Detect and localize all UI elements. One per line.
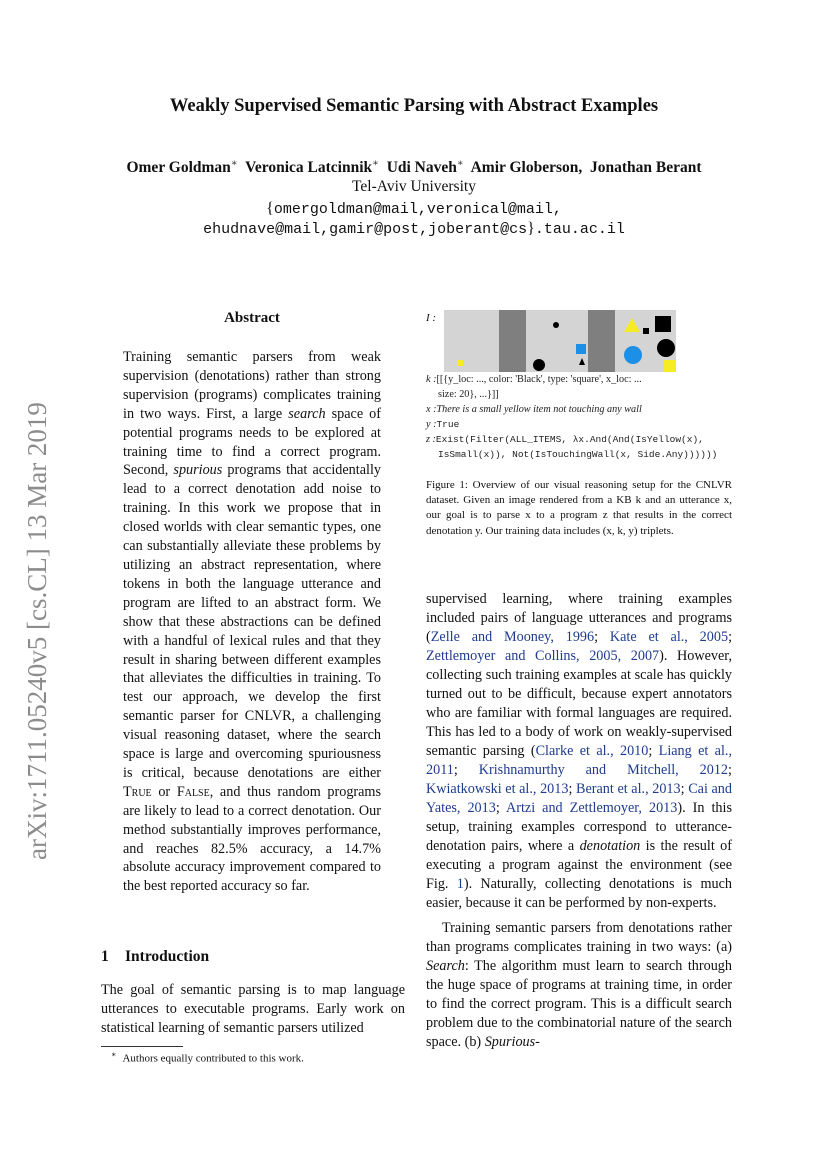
abstract-text: or <box>151 783 177 800</box>
black-square-large <box>655 316 671 332</box>
email-suffix: .tau.ac.il <box>534 221 625 238</box>
smallcaps-false: False <box>176 783 210 800</box>
author-name: Veronica Latcinnik <box>245 159 373 177</box>
smallcaps-true: True <box>123 783 152 800</box>
footnote-mark: ∗ <box>111 1050 117 1059</box>
email-line-1: omergoldman@mail,veronical@mail, <box>273 201 562 218</box>
blue-circle <box>624 346 642 364</box>
gray-bar-2 <box>588 310 615 372</box>
email-line-2: ehudnave@mail,gamir@post,joberant@cs <box>203 221 528 238</box>
kb-text: [[{y_loc: ..., color: 'Black', type: 'square', x_loc: ... <box>436 374 642 385</box>
body-text: : The algorithm must learn to search through the huge space of programs at training time, in order to find the correct program. This is a difficult search problem due to the combinatorial nature of the search space. (b) <box>426 958 732 1050</box>
citation-link[interactable]: Cai and Yates, 2013 <box>426 781 732 816</box>
citation-link[interactable]: Clarke et al., 2010 <box>535 743 649 759</box>
program-text: Exist(Filter(ALL_ITEMS, λx.And(And(IsYellow(x), <box>435 434 704 445</box>
citation-link[interactable]: Zelle and Mooney, 1996 <box>430 629 595 645</box>
black-circle-large <box>657 339 675 357</box>
figure-annotations <box>426 372 732 462</box>
kb-text-cont: size: 20}, ...}]] <box>438 389 499 400</box>
body-text: ). In this setup, training examples correspond to utterance-denotation pairs, where a <box>426 800 732 854</box>
citation-link[interactable]: Artzi and Zettlemoyer, 2013 <box>506 800 678 816</box>
citation-link[interactable]: Kate et al., 2005 <box>609 629 729 645</box>
author-name: Omer Goldman <box>126 159 231 177</box>
footnote-text: Authors equally contributed to this work. <box>122 1052 304 1065</box>
section-title: Introduction <box>125 948 210 965</box>
small-yellow-square <box>457 360 463 366</box>
section-number: 1 <box>101 948 109 965</box>
author-name: Udi Naveh <box>386 159 457 177</box>
abstract-heading: Abstract <box>224 310 280 326</box>
intro-paragraph: The goal of semantic parsing is to map language utterances to executable programs. Early work on statistical learning of semantic parsers utilized <box>101 982 405 1036</box>
emphasis-search: search <box>288 405 326 422</box>
citation-link[interactable]: Liang et al., 2011 <box>426 743 732 778</box>
citation-link[interactable]: Zettlemoyer and Collins, 2005, 2007 <box>426 648 660 664</box>
emphasis-search: Search <box>426 958 465 974</box>
z-label: z : <box>426 434 436 445</box>
email-block: {omergoldman@mail,veronical@mail, ehudnave@mail,gamir@post,joberant@cs}.tau.ac.il <box>203 200 625 238</box>
author-name: Jonathan Berant <box>590 159 702 177</box>
k-label: k : <box>426 374 437 385</box>
yellow-square-large <box>664 360 676 372</box>
figure-ref-link[interactable]: 1 <box>456 876 464 892</box>
sep: ; <box>680 781 689 797</box>
section-heading-introduction <box>101 948 209 966</box>
utterance-text: There is a small yellow item not touching any wall <box>436 404 642 415</box>
citation-link[interactable]: Kwiatkowski et al., 2013 <box>426 781 569 797</box>
abstract-text: space of potential programs needs to be explored at training time to find a correct program. Second, <box>123 405 381 479</box>
y-label: y : <box>426 419 437 430</box>
x-label: x : <box>426 404 437 415</box>
paper-title: Weakly Supervised Semantic Parsing with Abstract Examples <box>169 96 659 116</box>
arxiv-stamp-text: arXiv:1711.05240v5 [cs.CL] 13 Mar 2019 <box>22 402 52 860</box>
sep: ; <box>728 629 733 645</box>
emphasis-spurious: Spurious- <box>484 1034 540 1050</box>
body-text: ). However, collecting such training examples at scale has quickly turned out to be difficult, because expert annotators who are familiar with formal languages are required. This has led to a body of work on weakly-supervised semantic parsing ( <box>426 648 733 759</box>
equal-contribution-mark: ∗ <box>372 158 379 169</box>
abstract-text: Training semantic parsers from weak supervision (denotations) rather than strong supervision (programs) complicates training in two ways. First, a large <box>123 349 381 422</box>
sep: ; <box>453 762 479 778</box>
citation-link[interactable]: Berant et al., 2013 <box>576 781 681 797</box>
cnlvr-image <box>444 310 676 372</box>
author-list <box>0 158 828 177</box>
sep: ; <box>728 762 732 778</box>
right-column-text <box>426 590 732 1052</box>
sep: ; <box>648 743 659 759</box>
image-label: I : <box>426 312 437 324</box>
caption-label: Figure 1: <box>426 479 468 491</box>
sep: ; <box>594 629 610 645</box>
body-text: ). Naturally, collecting denotations is much easier, because it can be performed by non-experts. <box>426 876 732 911</box>
emphasis-denotation: denotation <box>579 838 641 854</box>
author-name: Amir Globerson, <box>470 159 583 177</box>
citation-link[interactable]: Krishnamurthy and Mitchell, 2012 <box>478 762 729 778</box>
footnote-rule <box>101 1046 183 1047</box>
equal-contribution-mark: ∗ <box>456 158 464 169</box>
body-text: supervised learning, where training examples included pairs of language utterances and programs ( <box>426 591 732 645</box>
figure-caption <box>426 478 732 539</box>
body-text: is the result of executing a program against the environment (see Fig. <box>426 838 733 892</box>
program-text-cont: IsSmall(x)), Not(IsTouchingWall(x, Side.Any)))))) <box>438 449 718 460</box>
blue-square-small <box>576 344 586 354</box>
equal-contribution-mark: ∗ <box>230 158 238 169</box>
black-dot-small <box>553 322 559 328</box>
abstract-text: programs that accidentally lead to a correct denotation add noise to training. In this work we propose that in closed worlds with clear semantic types, one can substantially alleviate these problems by utilizing an abstract representation, where tokens in both the language utterance and program are lifted to an abstract form. We show that these abstractions can be defined with a handful of lexical rules and that they result in sharing between different examples that alleviates the difficulties in training. To test our approach, we develop the first semantic parser for CNLVR, a challenging visual reasoning dataset, where the search space is large and overcoming spuriousness is critical, because denotations are either <box>123 462 381 781</box>
black-circle-medium <box>533 359 545 371</box>
sep: ; <box>568 781 577 797</box>
arxiv-stamp <box>22 360 56 860</box>
emphasis-spurious: spurious <box>173 462 223 479</box>
sep: ; <box>495 800 506 816</box>
abstract-body <box>123 348 381 896</box>
gray-bar-1 <box>499 310 526 372</box>
caption-text: Overview of our visual reasoning setup for the CNLVR dataset. Given an image rendered from a KB k and an utterance x, our goal is to parse x to a program z that results in the correct denotation y. Our training data includes (x, k, y) triplets. <box>426 479 732 537</box>
affiliation: Tel-Aviv University <box>352 178 476 195</box>
body-text: Training semantic parsers from denotations rather than programs complicates training in two ways: (a) <box>426 920 732 955</box>
abstract-text: , and thus random programs are likely to lead to a correct denotation. Our method substantially improves performance, and reaches 82.5% accuracy, a 14.7% absolute accuracy improvement compared to the best reported accuracy so far. <box>123 783 381 895</box>
denotation-text: True <box>436 419 460 430</box>
figure-1 <box>426 304 732 464</box>
footnote <box>101 1050 405 1065</box>
black-square-small <box>643 328 649 334</box>
